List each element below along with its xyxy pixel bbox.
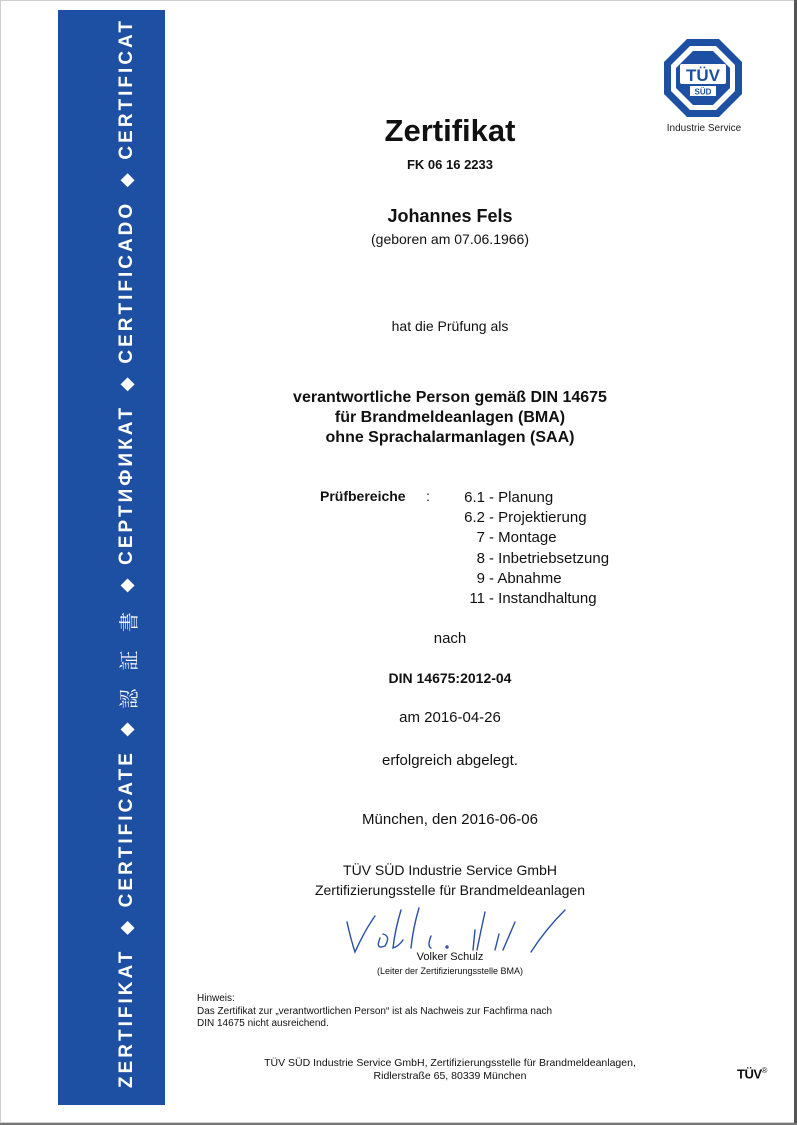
diamond-icon: ◆ [117,173,136,187]
exam-area-item: 8 - Inbetriebsetzung [476,549,610,567]
logo-caption: Industrie Service [666,123,742,134]
place-and-date: München, den 2016-06-06 [362,811,538,828]
band-word-certificado: CERTIFICADO [116,200,137,364]
certificate-title: Zertifikat [384,113,516,148]
band-word-certificate: CERTIFICATE [116,750,137,908]
exam-areas-colon: : [426,488,430,504]
certificate-number: FK 06 16 2233 [406,157,493,172]
notice [197,993,667,1031]
role-line: verantwortliche Person gemäß DIN 14675 [293,389,607,406]
signer-title: (Leiter der Zertifizierungsstelle BMA) [376,966,524,976]
exam-result: erfolgreich abgelegt. [382,752,518,769]
side-band-text [112,18,142,1088]
exam-area-item: 11 - Instandhaltung [469,590,597,608]
holder-birth-date: (geboren am 07.06.1966) [371,231,529,247]
exam-area-item: 7 - Montage [476,529,557,547]
footer-line: TÜV SÜD Industrie Service GmbH, Zertifizierungsstelle für Brandmeldeanlagen, [264,1057,636,1069]
footer-line: Ridlerstraße 65, 80339 München [373,1070,527,1082]
qualification-role [250,388,650,448]
exam-area-item: 6.2 - Projektierung [464,509,587,527]
issuer-company: TÜV SÜD Industrie Service GmbH [343,862,557,878]
band-word-zertifikat: ZERTIFIKAT [116,948,137,1088]
notice-heading: Hinweis: [197,993,235,1004]
holder-name: Johannes Fels [387,206,513,226]
exam-area-item: 9 - Abnahme [476,569,562,587]
exam-areas-list [440,488,609,609]
diamond-icon: ◆ [117,377,136,391]
band-word-japanese: 認 証 書 [116,606,141,709]
notice-line: Das Zertifikat zur „verantwortlichen Person“ ist als Nachweis zur Fachfirma nach [197,1005,553,1017]
diamond-icon: ◆ [117,578,136,593]
logo-brand: TÜV [686,66,720,85]
tuv-trademark: TÜV® [737,1066,767,1082]
notice-line: DIN 14675 nicht ausreichend. [197,1018,329,1029]
issuer-department: Zertifizierungsstelle für Brandmeldeanlagen [314,882,586,898]
footer-address [200,1057,700,1083]
diamond-icon: ◆ [117,722,136,737]
standard-reference: DIN 14675:2012-04 [388,670,512,686]
according-to: nach [433,630,467,647]
exam-intro: hat die Prüfung als [391,318,509,334]
signer-name: Volker Schulz [416,951,484,963]
exam-areas-label: Prüfbereiche [320,488,406,504]
exam-area-item: 6.1 - Planung [464,489,554,506]
tuv-sud-logo-icon [663,38,743,118]
logo-sub: SÜD [694,87,712,97]
band-word-russian: СЕРТИФИКАТ [116,404,137,565]
role-line: für Brandmeldeanlagen (BMA) [334,409,566,426]
exam-date: am 2016-04-26 [399,709,501,726]
band-word-certificat: CERTIFICAT [116,18,137,160]
role-line: ohne Sprachalarmanlagen (SAA) [325,429,575,446]
diamond-icon: ◆ [117,921,136,935]
